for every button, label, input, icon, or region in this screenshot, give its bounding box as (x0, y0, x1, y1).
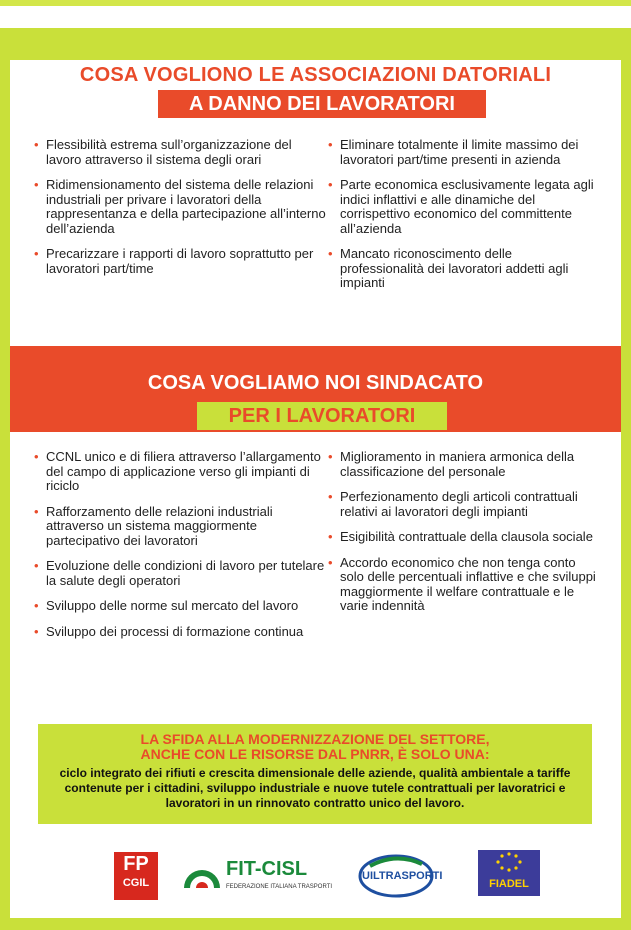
list-item: • Esigibilità contrattuale della clausola sociale (328, 529, 593, 544)
list-item: • Accordo economico che non tenga conto solo delle percentuali inflattive e che sviluppi maggiormente il welfare contrattuale e le varie indennità (328, 554, 596, 613)
bullet-icon: • (34, 503, 39, 519)
bullet-icon: • (34, 623, 39, 639)
section-employers (10, 28, 621, 346)
bullet-icon: • (328, 489, 333, 504)
fp-cgil-logo: FP CGIL (114, 852, 158, 900)
section-employers-title: COSA VOGLIONO LE ASSOCIAZIONI DATORIALI (79, 64, 552, 86)
bullet-icon: • (328, 137, 333, 152)
fit-cisl-logo: FIT-CISL FEDERAZIONE ITALIANA TRASPORTI (182, 852, 342, 900)
section-union (10, 432, 621, 728)
top-white-strip (0, 6, 631, 28)
union-left-list (34, 450, 326, 650)
challenge-heading: LA SFIDA ALLA MODERNIZZAZIONE DEL SETTORE, ANCHE CON LE RISORSE DAL PNRR, È SOLO UNA: (140, 731, 490, 762)
bullet-icon: • (34, 177, 39, 192)
list-item: • Miglioramento in maniera armonica della classificazione del personale (328, 449, 575, 479)
bullet-icon: • (328, 246, 333, 261)
employers-right-list (328, 138, 598, 302)
fit-cisl-emblem-icon (182, 858, 222, 898)
bottom-band (0, 918, 631, 930)
list-item: • Rafforzamento delle relazioni industriali attraverso un sistema maggiormente partecipativo dei lavoratori (34, 503, 273, 548)
section-employers-topband (10, 28, 621, 60)
left-border (0, 28, 10, 918)
section-union-subtitle: PER I LAVORATORI (197, 402, 447, 430)
union-right-list (328, 450, 598, 625)
section-employers-subtitle: A DANNO DEI LAVORATORI (158, 90, 486, 118)
bullet-icon: • (34, 598, 39, 613)
bullet-icon: • (328, 449, 333, 464)
list-item: • Sviluppo dei processi di formazione continua (34, 623, 304, 639)
bullet-icon: • (34, 558, 39, 573)
list-item: • Flessibilità estrema sull’organizzazione del lavoro attraverso il sistema degli orari (34, 137, 292, 167)
list-item: • Mancato riconoscimento delle professionalità dei lavoratori addetti agli impianti (328, 246, 569, 290)
bullet-icon: • (34, 449, 39, 464)
right-border (621, 28, 631, 918)
challenge-body: ciclo integrato dei rifiuti e crescita dimensionale delle aziende, qualità ambientale a tariffe contenute per i cittadini, sviluppo industriale e nuove tutele contrattuali per lavoratrici e lavoratori in un rinnovato contratto unico del lavoro. (59, 766, 571, 810)
bullet-icon: • (328, 554, 333, 570)
employers-left-list (34, 138, 326, 287)
list-item: • Perfezionamento degli articoli contrattuali relativi ai lavoratori degli impianti (328, 489, 578, 519)
bullet-icon: • (328, 529, 333, 544)
list-item: • Precarizzare i rapporti di lavoro soprattutto per lavoratori part/time (34, 246, 314, 276)
uiltrasporti-logo: UILTRASPORTI (356, 852, 468, 900)
list-item: • CCNL unico e di filiera attraverso l’allargamento del campo di applicazione verso gli impianti di riciclo (34, 449, 321, 493)
list-item: • Eliminare totalmente il limite massimo dei lavoratori part/time presenti in azienda (328, 137, 579, 167)
bullet-icon: • (34, 137, 39, 152)
section-union-title: COSA VOGLIAMO NOI SINDACATO (147, 372, 484, 394)
list-item: • Evoluzione delle condizioni di lavoro per tutelare la salute degli operatori (34, 558, 325, 588)
challenge-box (38, 724, 592, 824)
list-item: • Sviluppo delle norme sul mercato del lavoro (34, 598, 299, 613)
logos-strip (10, 836, 621, 918)
bullet-icon: • (328, 177, 333, 192)
list-item: • Ridimensionamento del sistema delle relazioni industriali per privare i lavoratori della rappresentanza e della partecipazione all’interno dell’azienda (34, 177, 326, 236)
list-item: • Parte economica esclusivamente legata agli indici inflattivi e alle dinamiche del corrispettivo economico del committente all’azienda (328, 177, 594, 236)
flyer-card (10, 28, 621, 918)
fiadel-logo: FIADEL (478, 850, 540, 896)
eu-stars-icon (478, 850, 540, 878)
bullet-icon: • (34, 246, 39, 261)
